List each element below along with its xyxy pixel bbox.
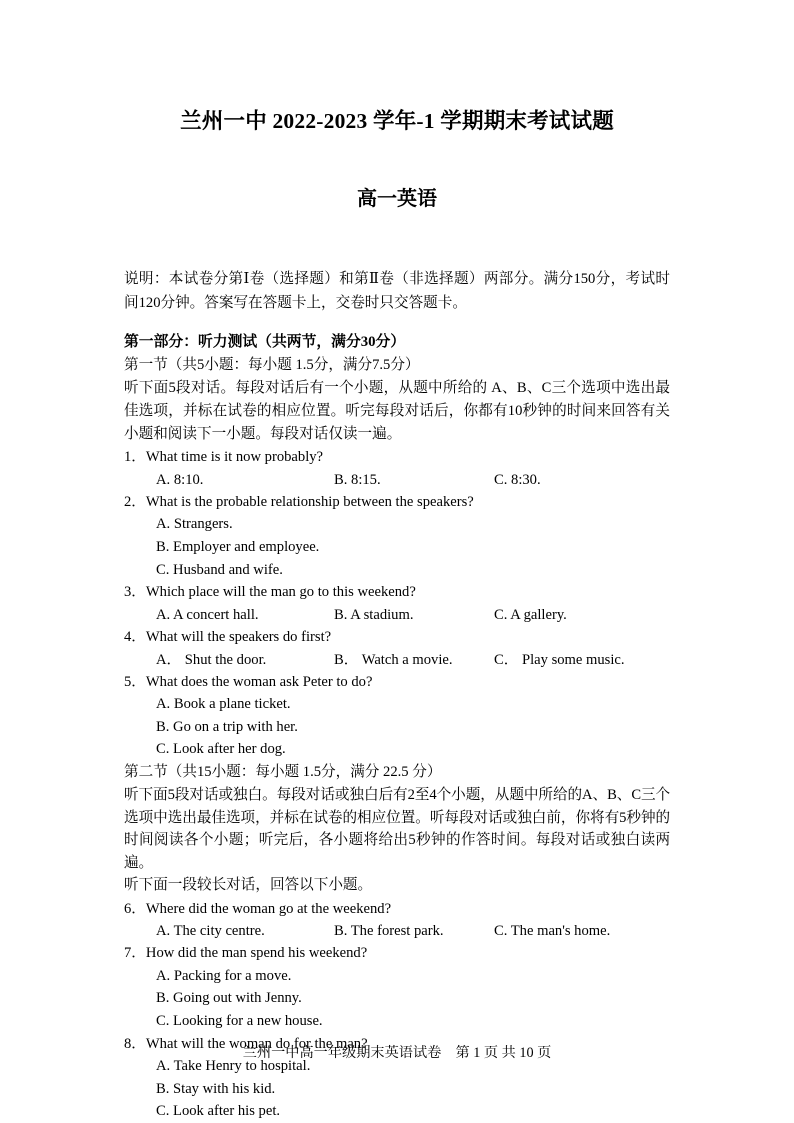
- question-text: What is the probable relationship between the speakers?: [145, 493, 474, 510]
- question-stem: [124, 898, 670, 921]
- option-c[interactable]: C. Looking for a new house.: [156, 1012, 323, 1029]
- option-c[interactable]: C. A gallery.: [494, 606, 567, 623]
- section-two-subheading: 第二节（共15小题：每小题 1.5分，满分 22.5 分）: [124, 763, 442, 780]
- question-number: 6．: [124, 900, 146, 917]
- question-stem: [124, 581, 670, 604]
- option-row: [124, 649, 670, 671]
- question-number: 3．: [124, 584, 146, 601]
- option-b[interactable]: B. Going out with Jenny.: [156, 990, 302, 1007]
- question-stem: [124, 491, 670, 514]
- option-a[interactable]: A． Shut the door.: [156, 651, 267, 668]
- question-number: 8．: [124, 1035, 146, 1052]
- option-b[interactable]: B. The forest park.: [334, 923, 444, 940]
- section-two-lead-in: 听下面一段较长对话，回答以下小题。: [124, 877, 373, 894]
- question-number: 5．: [124, 673, 146, 690]
- exam-notice: 说明：本试卷分第Ⅰ卷（选择题）和第Ⅱ卷（非选择题）两部分。满分150分，考试时间120分钟。答案写在答题卡上，交卷时只交答题卡。: [124, 270, 670, 311]
- section-two-instruction: 听下面5段对话或独白。每段对话或独白后有2至4个小题，从题中所给的A、B、C三个选项中选出最佳选项，并标在试卷的相应位置。听每段对话或独白前，你将有5秒钟的时间阅读各个小题；听完后，各小题将给出5秒钟的作答时间。每段对话或独白读两遍。: [124, 787, 670, 871]
- option-b[interactable]: B. Go on a trip with her.: [156, 718, 298, 735]
- question-number: 7．: [124, 945, 146, 962]
- question-number: 4．: [124, 628, 146, 645]
- question-stem: [124, 671, 670, 694]
- option-a[interactable]: A. Packing for a move.: [156, 967, 292, 984]
- option-b[interactable]: B. Stay with his kid.: [156, 1080, 276, 1097]
- question-text: What does the woman ask Peter to do?: [145, 673, 373, 690]
- question-text: What time is it now probably?: [145, 449, 324, 466]
- option-a[interactable]: A. A concert hall.: [156, 606, 259, 623]
- question-number: 2．: [124, 493, 146, 510]
- option-b[interactable]: B. Employer and employee.: [156, 539, 320, 556]
- page-subtitle: 高一英语: [357, 187, 437, 210]
- option-c[interactable]: C． Play some music.: [494, 651, 625, 668]
- section-one-subheading: 第一节（共5小题：每小题 1.5分，满分7.5分）: [124, 357, 420, 374]
- option-a[interactable]: A. The city centre.: [156, 923, 265, 940]
- option-row: [124, 469, 670, 491]
- option-a[interactable]: A. Strangers.: [156, 516, 233, 533]
- option-a[interactable]: A. 8:10.: [156, 471, 204, 488]
- question-text: How did the man spend his weekend?: [145, 945, 368, 962]
- question-stem: [124, 626, 670, 649]
- option-c[interactable]: C. Look after his pet.: [156, 1103, 281, 1120]
- option-c[interactable]: C. 8:30.: [494, 471, 541, 488]
- option-c[interactable]: C. Look after her dog.: [156, 741, 286, 758]
- option-b[interactable]: B. 8:15.: [334, 471, 381, 488]
- part-one-heading: 第一部分：听力测试（共两节，满分30分）: [124, 334, 406, 351]
- option-b[interactable]: B． Watch a movie.: [334, 651, 453, 668]
- option-c[interactable]: C. Husband and wife.: [156, 561, 283, 578]
- option-a[interactable]: A. Take Henry to hospital.: [156, 1058, 311, 1075]
- section-one-instruction: 听下面5段对话。每段对话后有一个小题，从题中所给的 A、B、C三个选项中选出最佳选项，并标在试卷的相应位置。听完每段对话后，你都有10秒钟的时间来回答有关小题和阅读下一小题。每段对话仅读一遍。: [124, 380, 670, 443]
- option-c[interactable]: C. The man's home.: [494, 923, 611, 940]
- question-stem: [124, 446, 670, 469]
- question-text: What will the speakers do first?: [145, 628, 332, 645]
- page-footer: 兰州一中高一年级期末英语试卷 第 1 页 共 10 页: [242, 1045, 552, 1061]
- option-row: [124, 604, 670, 626]
- option-a[interactable]: A. Book a plane ticket.: [156, 696, 291, 713]
- option-b[interactable]: B. A stadium.: [334, 606, 414, 623]
- question-number: 1．: [124, 449, 146, 466]
- option-row: [124, 920, 670, 942]
- question-text: What will the woman do for the man?: [145, 1035, 368, 1052]
- question-text: Which place will the man go to this weekend?: [145, 584, 416, 601]
- question-text: Where did the woman go at the weekend?: [145, 900, 392, 917]
- page-title: 兰州一中 2022-2023 学年-1 学期期末考试试题: [180, 109, 614, 133]
- question-stem: [124, 942, 670, 965]
